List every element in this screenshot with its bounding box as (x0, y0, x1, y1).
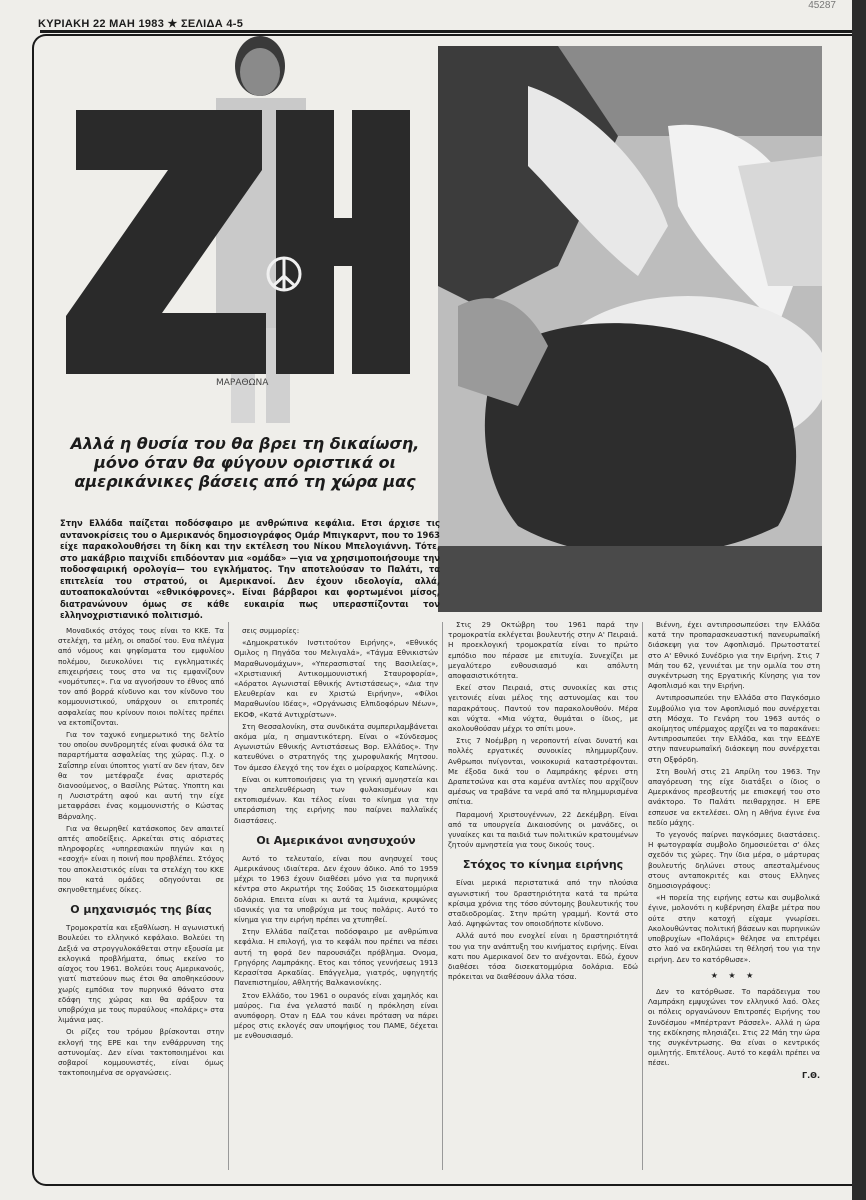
closing-paragraph: Δεν το κατόρθωσε. Το παράδειγμα του Λαμπράκη εμψυχώνει τον ελληνικό λαό. Ολες οι πόλεις οργανώνουν Επιτροπές Ειρήνης του Συνδέσμου «Μπέρτραντ Ράσσελ». Αλλά η ώρα της εκδίκησης πλησιάζει. Στις 22 Μάη την ώρα της συγκέντρωσης. Θα είναι ο κεντρικός ομιλητής. Επιτέλους. Αυτό το κεφάλι πρέπει να πέσει. (648, 986, 820, 1068)
marathon-caption: ΜΑΡΑΘΩΝΑ (216, 378, 269, 388)
column-paragraph: Στη Θεσσαλονίκη, στα συνδικάτα συμπεριλαμβάνεται ακόμα μία, η σημαντικότερη. Είναι ο «Σύνδεσμος Αγωνιστών Εθνικής Αντιστάσεως Βορ. Ελλάδος». Την κατευθύνει ο στρατηγός της χωροφυλακής Μητσου. Τον άμεσο έλεγχό της τον έχει ο μοίραρχος Καπελώνης. (234, 721, 438, 772)
column-rule (642, 622, 643, 1170)
subheading: Στόχος το κίνημα ειρήνης (462, 858, 624, 872)
column-paragraph: Αλλά αυτό που ενοχλεί είναι η δραστηριότητά του για την ανάπτυξη του κινήματος ειρήνης. Είναι κατι που Αμερικανοί δεν το ανέχονται. Εδώ, έχουν διαθέσει τόσα δισεκατομμύρια δολάρια. Εδώ πρόκειται να διαθέσουν άλλα τόσα. (448, 931, 638, 982)
column-paragraph: Είναι μερικά περιστατικά από την πλούσια αγωνιστική του δραστηριότητα κατά τα πρώτα κρίσιμα χρόνια της τόσο σύντομης βουλευτικής του σταδιοδρομίας. Στην πρώτη γραμμή. Κοντά στο λαό. Αψηφώντας τον οποιοδήποτε κίνδυνο. (448, 878, 638, 929)
column-paragraph: «Δημοκρατικόν Ινστιτούτον Ειρήνης», «Εθνικός Ομιλος η Πηγάδα του Μελιγαλά», «Τάγμα Εθνικιστών Μαραθωνομάχων», «Υπερασπισταί της Βασιλείας», «Χριστιανική Αντικομμουνιστική Σταυροφορία», «Αόρατοι Αγωνισταί Εθνικής Αντιστάσεως», «Δια την Ελευθερίαν και εν Χριστώ Ειρήνην», «Φίλοι Μαραθωνίου Ιδέας», «Οργάνωσις Ελπιδοφόρων Νέων», ΕΚΟΦ, «Κατά Αντιχρίστων». (234, 638, 438, 719)
column-paragraph: Είναι οι κυπτοποιήσεις για τη γενική αμνηστεία και την απελευθέρωση των φυλακισμένων και εκτοπισμένων. Και τέλος είναι το κίνημα για την υπεράσπιση της ειρήνης που παίρνει παλλαϊκές διαστάσεις. (234, 774, 438, 825)
title-graphic (66, 28, 422, 428)
column-paragraph: Για τον ταχυκό ενημερωτικό της δελτίο του οποίου συνδρομητές είναι φυσικά όλα τα παραρτήματα ασφαλείας της χώρας. Π.χ. ο Σαΐσπηρ είναι ύποπτος γιατί αν δεν ήταν, δεν θα τον μετέφραζε ένας αριστερός διανοούμενος, ο Βασίλης Ρώτας. Υποπτη και η Λυσιστράτη αφού και αυτή την είχε μεταφράσει ένας κομμουνιστής ο Κώστας Βάρναλης. (58, 730, 224, 821)
column-rule (442, 622, 443, 1170)
column-paragraph: Τρομοκρατία και εξαθλίωση. Η αγωνιστική Βουλεύει το ελληνικό κεφάλαιο. Βολεύει τη Δεξιά να στρογγυλοκάθεται στην εξουσία με εκλογικά προβλήματα, όπως εκείνο το αίσχος του 1961. Βολεύει τους Αμερικανούς, γιατί πιστεύουν πως έτσι θα αποθηκεύσουν χωρίς εμπόδια τον πυρηνικό θάνατο στα εδάφη της χώρας και θα αράξουν τα υποβρύχια με τους πυραύλους «πολάρις» στα λιμάνια μας. (58, 923, 224, 1025)
article-column-4 (648, 620, 820, 1081)
column-paragraph: Στις 29 Οκτώβρη του 1961 παρά την τρομοκρατία εκλέγεται βουλευτής στην Α' Πειραιά. Η προεκλογική τρομοκρατία είναι το πρώτο εμπόδιο που πέρασε με επιτυχία. Συνεχίζει με μεγαλύτερο ενθουσιασμό και απόλυτη αποφασιστικότητα. (448, 620, 638, 681)
article-column-2 (234, 626, 438, 1044)
column-paragraph: Στις 7 Νοέμβρη η νεροποντή είναι δυνατή και πολλές εργατικές συνοικίες πλημμυρίζουν. Ανθρωποι πνίγονται, νοικοκυριά καταστρέφονται. Με έξοδα δικά του ο Λαμπράκης φέρνει στη Δραπετσώνα και στα καμένα αντλίες που αρχίζουν αμέσως να τραβάνε τα νερά από τα πλημμυρισμένα σπίτια. (448, 736, 638, 807)
column-paragraph: «Η πορεία της ειρήνης εστω και συμβολικά έγινε, μολονότι η κυβέρνηση έλαβε μέτρα που ούτε στην κατοχή είχαμε γνωρίσει. Ακολουθώντας πολιτική βάσεων και πυρηνικών υποβρυχίων «Πολάρις» θέλησε να επιτρέψει στο λαό να εκδηλώσει τη θέλησή του για την ειρήνη. Δεν το κατόρθωσε». (648, 893, 820, 964)
column-paragraph: Εκεί στον Πειραιά, στις συνοικίες και στις γειτονιές είναι μέλος της αστυνομίας και του παρακράτους. Παντού τον παρακολουθούν. Μέρα και νύχτα. «Μια νύχτα, θυμάται ο ίδιος, με ακολουθούσαν μέχρι το σπίτι μου». (448, 683, 638, 734)
column-paragraph: Στην Ελλάδα παίζεται ποδόσφαιρο με ανθρώπινα κεφάλια. Η επιλογή, για το κεφάλι που πρέπει να πέσει αυτή τη φορά δεν παρουσιάζει πρόβλημα. Ονομα, Γρηγόρης Λαμπράκης. Ετος και τόπος γεννήσεως 1913 Κερασίτσα Αρκαδίας. Επάγγελμα, γιατρός, υφηγητής Πανεπιστημίου, Αθλητής Βαλκανιονίκης. (234, 927, 438, 988)
corner-note: 45287 (808, 0, 836, 11)
column-paragraph: σεις συμμορίες: (242, 626, 300, 635)
article-column-3 (448, 620, 638, 985)
funeral-photo (438, 46, 822, 612)
column-paragraph: Στον Ελλάδο, του 1961 ο ουρανός είναι χαμηλός και μαύρος. Για ένα γελαστό παιδί η πρόκληση είναι ανυπόφορη. Οταν η ΕΔΑ του κάνει πρόταση να πάρει μέρος στις εκλογές σαν υποψήφιος του ΠΑΜΕ, δέχεται με ενθουσιασμό. (234, 990, 438, 1041)
subheading: Ο μηχανισμός της βίας (70, 903, 212, 917)
column-paragraph: Για να θεωρηθεί κατάσκοπος δεν απαιτεί απτές αποδείξεις. Αρκείται στις αόριστες πληροφορίες «υπηρεσιακών πηγών και η «εσοχή» είναι η ποινή που προβλέπει. Στόχος του αποκλειστικός είναι τα στελέχη του ΚΚΕ που κατά ομάδες οδηγούνται σε σκηνοθετημένες δίκες. (58, 823, 224, 895)
column-paragraph: Μοναδικός στόχος τους είναι το ΚΚΕ. Τα στελέχη, τα μέλη, οι οπαδοί του. Ενα πλέγμα από νόμους και ψηφίσματα του εμφυλίου πολέμου, διευκολύνει τις εγκληματικές επιχειρήσεις τους στο να τις εμφανίζουν «νομότυπες». Για να αγνοήσουν το έθνος από τον από βορρά κίνδυνο και τον κίνδυνο του κομμουνιστικού, υπάρχουν οι επιτροπές ασφαλείας που κρίνουν ποιοι πολίτες πρέπει να εκτοπίζονται. (58, 626, 224, 727)
headline: Αλλά η θυσία του θα βρει τη δικαίωση, μόνο όταν θα φύγουν οριστικά οι αμερικάνικες βάσεις από τη χώρα μας (70, 434, 420, 491)
section-stars: ★ ★ ★ (710, 970, 758, 980)
column-paragraph: Στη Βουλή στις 21 Απρίλη του 1963. Την απαγόρευση της είχε διατάξει ο ίδιος ο Αμερικάνος πρεσβευτής με επισκεψή του στο ανάκτορο. Το Παλάτι πειθαρχησε. Η ΕΡΕ εσπευσε να εκτελέσει. Ολη η Αθήνα έγινε ένα πεδίο μάχης. (648, 766, 820, 827)
column-paragraph: Οι ρίζες του τρόμου βρίσκονται στην εκλογή της ΕΡΕ και την ενθάρρυνση της αστυνομίας. Δεν είναι τακτοποιημένοι και σοβαροί κομμουνιστές, είναι όμως τακτοποιημένα σε οργανώσεις. (58, 1027, 224, 1078)
subheading: Οι Αμερικάνοι ανησυχούν (256, 833, 416, 847)
intro-paragraph: Στην Ελλάδα παίζεται ποδόσφαιρο με ανθρώπινα κεφάλια. Ετσι άρχισε τις αντανοκρίσεις του ο Αμερικανός δημοσιογράφος Ομάρ Μπιγκαρντ, που το 1963 είχε παρακολουθήσει τη δίκη και την εκτέλεση του Νίκου Μπελογιάννη. Τότε, στο μακάβριο παιχνίδι επιδόονταν μια «ομάδα» —για να χρησιμοποιήσουμε την ποδοσφαιρική ορολογία— του εγκλήματος. Την αποτελούσαν το Παλάτι, τα επιτελεία του στρατού, οι Αμερικανοί. Δεν έχουν ιδεολογία, αλλά, αυτοαποκαλούνται «εθνικόφρονες». Είναι βάρβαροι και φορτωμένοι μίσος, διατρανώνουν όμως σε κάθε ευκαιρία πως υπερασπίζονται τον ελληνοχριστιανικό πολιτισμό. (60, 518, 440, 620)
scan-edge (852, 0, 866, 1200)
author-signature: Γ.Θ. (802, 1070, 820, 1080)
column-paragraph: Αντιπροσωπεύει την Ελλάδα στο Παγκόσμιο Συμβούλιο για τον Αφοπλισμό που συνέρχεται στη Μόσχα. Το Γενάρη του 1963 αυτός ο ακοίμητος υπέρμαχος αρχίζει να το παρακάνει: Αντιπροσωπεύει την Ελλάδα, και την ΕΕΔΥΕ στην πανευρωπαϊκή διάσκεψη που συνέρχεται στη Οξφόρδη. (648, 693, 820, 764)
column-paragraph: Παραμονή Χριστουγέννων, 22 Δεκέμβρη. Είναι από τα υπουργεία Δικαιοσύνης οι μανάδες, οι γυναίκες και τα παιδιά των πολιτικών κρατουμένων ζητούν αμνηστεία για τους δικούς τους. (448, 809, 638, 850)
letter-eta (276, 110, 410, 374)
column-paragraph: Αυτό το τελευταίο, είναι που ανησυχεί τους Αμερικάνους ιδιαίτερα. Δεν έχουν άδικο. Από το 1959 μέχρι το 1963 έχουν διαθέσει μόνο για τα πυρηνικά κέντρα στο Ακρωτήρι της Σούδας 15 δισεκατομμύρια δολάρια. Επειτα είναι κι αυτά τα λιμάνια, κρυψώνες ιδανικές για τα υποβρύχια με τους πολάρις. Αυτό το κίνημα για την ειρήνη πρέπει να χτυπηθεί. (234, 853, 438, 925)
column-paragraph: Το γεγονός παίρνει παγκόσμιες διαστάσεις. Η φωτογραφία συμβολο δημοσιεύεται σ' όλες σχεδόν τις χώρες. Την ίδια μέρα, ο μάρτυρας βουλευτής δηλώνει στους απεσταλμένους στους ανταποκριτές και στους Ελληνες δημοσιογράφους: (648, 830, 820, 891)
column-rule (228, 622, 229, 1170)
dateline: ΚΥΡΙΑΚΗ 22 ΜΑΗ 1983 ★ ΣΕΛΙΔΑ 4-5 (38, 18, 244, 30)
article-column-1 (58, 626, 224, 1080)
column-paragraph: Βιέννη, έχει αντιπροσωπεύσει την Ελλάδα κατά την προπαρασκευαστική πανευρωπαϊκή διάσκεψη για τον Αφοπλισμό. Πρωτοστατεί στο Α' Εθνικό Συνέδριο για την Ειρήνη. Στις 7 Μάη του 62, γεννιέται με την ομιλία του στη συγκέντρωση της Εργατικής Κίνησης για τον Αφοπλισμό και την Ειρήνη. (648, 620, 820, 691)
